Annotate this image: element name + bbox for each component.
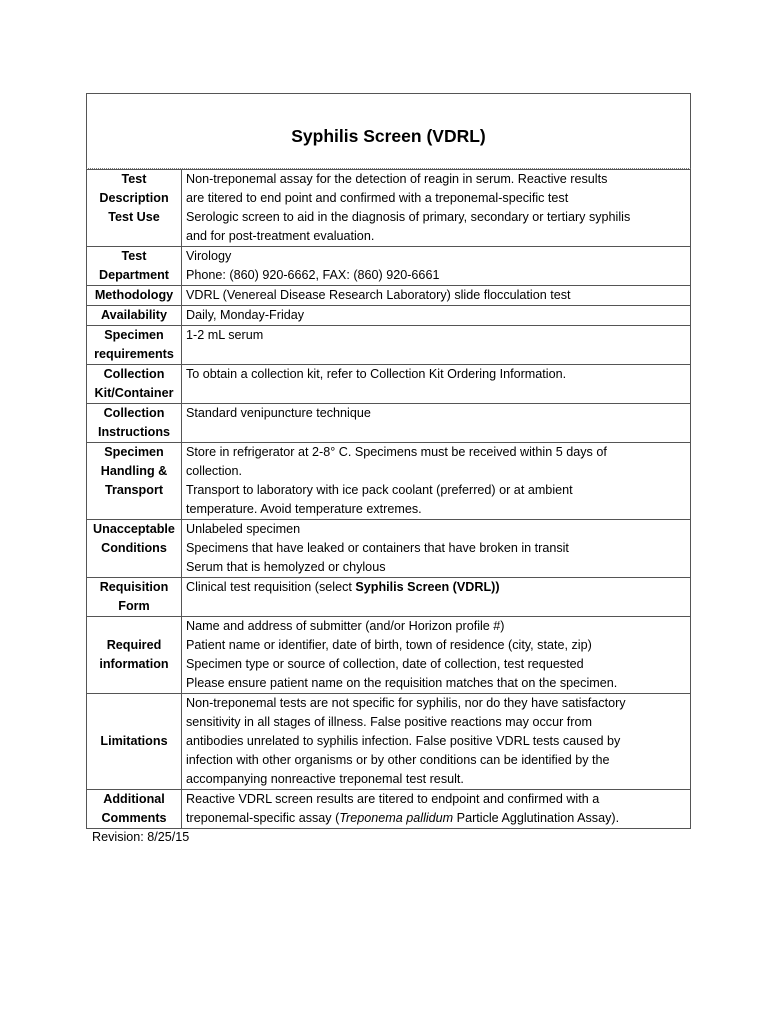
value-availability: Daily, Monday-Friday — [182, 306, 691, 326]
row-requisition-form — [87, 578, 691, 617]
value-additional-comments: Reactive VDRL screen results are titered to endpoint and confirmed with a treponemal-specific assay (Treponema pallidum Particle Agglutination Assay). — [182, 790, 691, 829]
value-collection-instructions: Standard venipuncture technique — [182, 404, 691, 443]
label-specimen-handling: Specimen Handling & Transport — [87, 443, 182, 520]
organism-name: Treponema pallidum — [339, 811, 454, 825]
value-test-description: Non-treponemal assay for the detection of reagin in serum. Reactive results are titered to end point and confirmed with a treponemal-specific test — [182, 170, 691, 209]
label-collection-kit: Collection Kit/Container — [87, 365, 182, 404]
row-availability — [87, 306, 691, 326]
document-page — [86, 93, 691, 846]
title-box — [86, 93, 691, 169]
value-test-use: Serologic screen to aid in the diagnosis of primary, secondary or tertiary syphilis and for post-treatment evaluation. — [182, 208, 691, 247]
row-test-description — [87, 170, 691, 209]
row-specimen-handling — [87, 443, 691, 520]
value-collection-kit: To obtain a collection kit, refer to Collection Kit Ordering Information. — [182, 365, 691, 404]
requisition-text: Clinical test requisition (select — [186, 580, 356, 594]
label-collection-instructions: Collection Instructions — [87, 404, 182, 443]
row-specimen-requirements — [87, 326, 691, 365]
value-test-department: Virology Phone: (860) 920-6662, FAX: (860) 920-6661 — [182, 247, 691, 286]
label-requisition-form: Requisition Form — [87, 578, 182, 617]
row-collection-instructions — [87, 404, 691, 443]
label-test-department: Test Department — [87, 247, 182, 286]
value-methodology: VDRL (Venereal Disease Research Laboratory) slide flocculation test — [182, 286, 691, 306]
label-unacceptable-conditions: Unacceptable Conditions — [87, 520, 182, 578]
label-additional-comments: Additional Comments — [87, 790, 182, 829]
value-specimen-requirements: 1-2 mL serum — [182, 326, 691, 365]
value-unacceptable-conditions: Unlabeled specimen Specimens that have leaked or containers that have broken in transit Serum that is hemolyzed or chylous — [182, 520, 691, 578]
row-collection-kit — [87, 365, 691, 404]
row-additional-comments — [87, 790, 691, 829]
value-limitations: Non-treponemal tests are not specific for syphilis, nor do they have satisfactory sensitivity in all stages of illness. False positive reactions may occur from antibodies unrelated to syphilis infection. False positive VDRL tests caused by infection with other organisms or by other conditions can be identified by the accompanying nonreactive treponemal test result. — [182, 694, 691, 790]
info-table — [86, 169, 691, 829]
row-test-department — [87, 247, 691, 286]
row-methodology — [87, 286, 691, 306]
label-methodology: Methodology — [87, 286, 182, 306]
label-specimen-requirements: Specimen requirements — [87, 326, 182, 365]
value-specimen-handling: Store in refrigerator at 2-8° C. Specimens must be received within 5 days of collection. Transport to laboratory with ice pack coolant (preferred) or at ambient temperature. Avoid temperature extremes. — [182, 443, 691, 520]
label-availability: Availability — [87, 306, 182, 326]
row-required-information — [87, 617, 691, 694]
label-required-information: Required information — [87, 617, 182, 694]
label-test-use: Test Use — [87, 208, 182, 247]
label-limitations: Limitations — [87, 694, 182, 790]
row-unacceptable-conditions — [87, 520, 691, 578]
page-title: Syphilis Screen (VDRL) — [291, 125, 486, 146]
row-limitations — [87, 694, 691, 790]
value-required-information: Name and address of submitter (and/or Horizon profile #) Patient name or identifier, date of birth, town of residence (city, state, zip) Specimen type or source of collection, date of collection, test requested Please ensure patient name on the requisition matches that on the specimen. — [182, 617, 691, 694]
row-test-use — [87, 208, 691, 247]
value-requisition-form — [182, 578, 691, 617]
label-test-description: Test Description — [87, 170, 182, 209]
revision-date: Revision: 8/25/15 — [92, 830, 190, 844]
requisition-test-name: Syphilis Screen (VDRL)) — [355, 580, 500, 594]
